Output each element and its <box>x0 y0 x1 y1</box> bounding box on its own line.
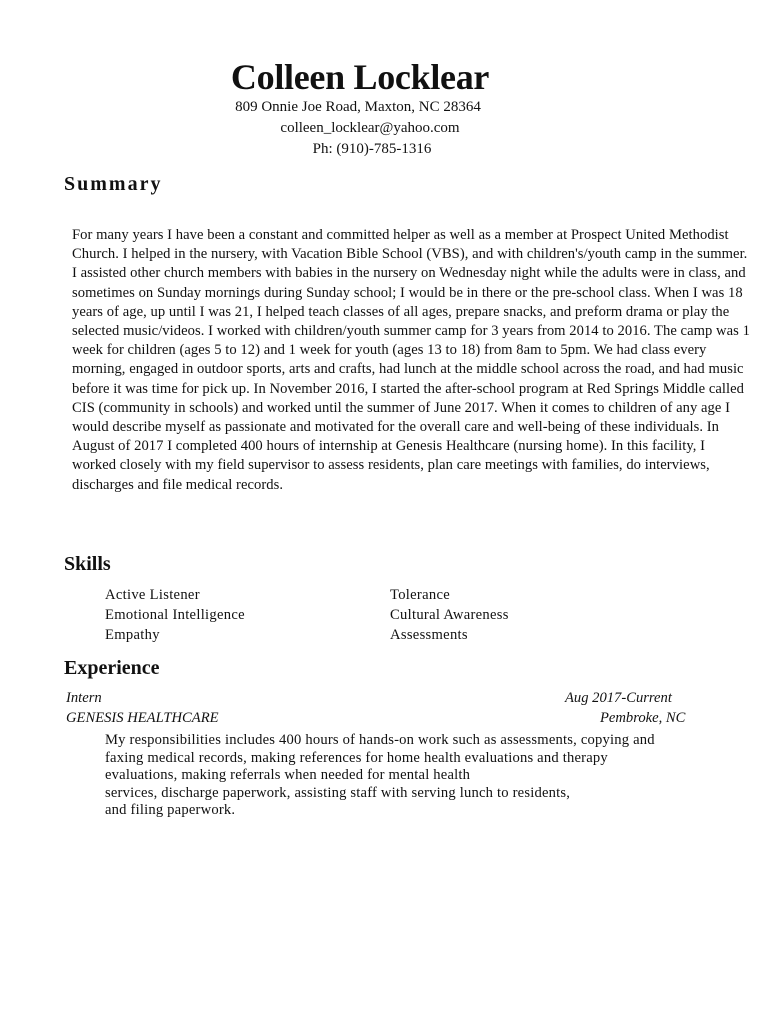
summary-text: For many years I have been a constant and committed helper as well as a member at Prospect United Methodist Church. I helped in the nursery, with Vacation Bible School (VBS), and with children's/youth camp in the summer. I assisted other church members with babies in the nursery on Wednesday night while the adults were in class, and sometimes on Sunday mornings during Sunday school; I would be in there or the pre-school class. When I was 18 years of age, up until I was 21, I helped teach classes of all ages, prepare snacks, and preform drama or play the selected music/videos. I worked with children/youth summer camp for 3 years from 2014 to 2016. The camp was 1 week for children (ages 5 to 12) and 1 week for youth (ages 13 to 18) from 8am to 5pm. We had class every morning, engaged in outdoor sports, arts and crafts, had lunch at the middle school across the road, and had music before it was time for pick up. In November 2016, I started the after-school program at Red Springs Middle called CIS (community in schools) and worked until the summer of June 2017. When it comes to children of any age I would describe myself as passionate and motivated for the overall care and well-being of these individuals. In August of 2017 I completed 400 hours of internship at Genesis Healthcare (nursing home). In this facility, I worked closely with my field supervisor to assess residents, plan care meetings with families, do interviews, discharges and file medical records. <box>72 227 750 493</box>
experience-heading: Experience <box>64 657 160 679</box>
skill-item: Tolerance <box>390 587 451 603</box>
skill-item: Emotional Intelligence <box>105 607 245 623</box>
job-description-line: evaluations, making referrals when needed for mental health <box>105 767 471 784</box>
skill-item: Assessments <box>390 627 468 643</box>
job-description-line: faxing medical records, making references for home health evaluations and therapy <box>105 749 608 766</box>
skills-column-right <box>390 585 509 645</box>
skills-heading: Skills <box>64 553 111 575</box>
candidate-name: Colleen Locklear <box>230 57 490 97</box>
skill-item: Cultural Awareness <box>390 607 509 623</box>
job-title: Intern <box>66 690 102 706</box>
job-description-line: My responsibilities includes 400 hours of hands-on work such as assessments, copying and <box>105 732 655 748</box>
job-description <box>105 732 745 820</box>
phone: Ph: (910)-785-1316 <box>312 141 432 157</box>
skills-column-left <box>105 585 245 645</box>
job-description-line: services, discharge paperwork, assisting staff with serving lunch to residents, <box>105 784 571 801</box>
summary-heading: Summary <box>64 173 163 195</box>
skill-item: Empathy <box>105 627 160 643</box>
address: 809 Onnie Joe Road, Maxton, NC 28364 <box>235 99 481 115</box>
email: colleen_locklear@yahoo.com <box>280 120 460 136</box>
skill-item: Active Listener <box>105 587 200 603</box>
job-location: Pembroke, NC <box>600 710 686 726</box>
job-dates: Aug 2017-Current <box>565 690 672 706</box>
job-description-line: and filing paperwork. <box>105 802 236 819</box>
job-company: GENESIS HEALTHCARE <box>66 710 219 726</box>
